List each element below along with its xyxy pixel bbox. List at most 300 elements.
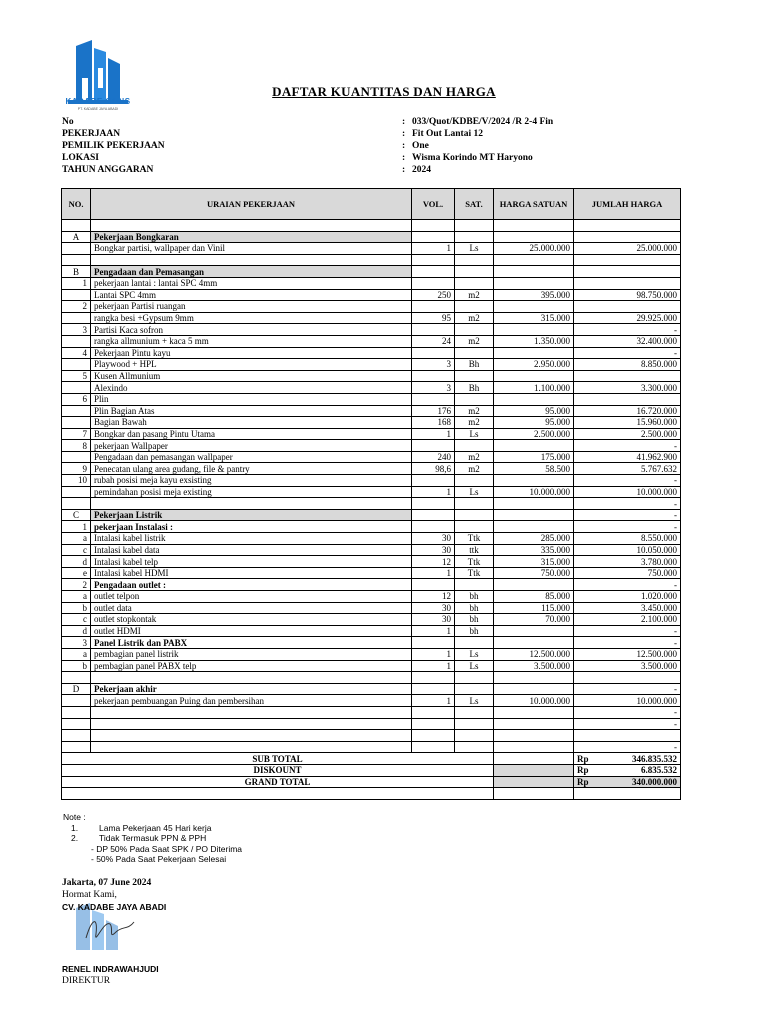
table-row — [62, 266, 681, 278]
cell-harga — [494, 741, 574, 753]
cell-harga: 2.950.000 — [494, 359, 574, 371]
cell-harga: 1.350.000 — [494, 335, 574, 347]
cell-sat — [455, 347, 494, 359]
total-amount: 346.835.532 — [632, 753, 677, 764]
total-currency: Rp — [577, 765, 589, 776]
col-sat: SAT. — [455, 189, 494, 220]
cell-no: b — [62, 660, 91, 672]
cell-no — [62, 335, 91, 347]
cell-sat: m2 — [455, 335, 494, 347]
table-row — [62, 440, 681, 452]
logo-subtext: PT. KADABE JAYA ABADI — [77, 107, 119, 111]
cell-no: a — [62, 533, 91, 545]
cell-harga: 750.000 — [494, 567, 574, 579]
cell-sat — [455, 637, 494, 649]
cell-harga: 395.000 — [494, 289, 574, 301]
cell-no: 2 — [62, 301, 91, 313]
cell-harga: 95.000 — [494, 417, 574, 429]
cell-uraian: Pekerjaan akhir — [91, 683, 412, 695]
cell-no — [62, 672, 91, 684]
total-label: GRAND TOTAL — [62, 776, 494, 788]
cell-sat: Ttk — [455, 533, 494, 545]
cell-harga — [494, 498, 574, 510]
table-row — [62, 544, 681, 556]
table-row — [62, 695, 681, 707]
cell-harga — [494, 706, 574, 718]
cell-sat — [455, 393, 494, 405]
cell-vol: 1 — [412, 695, 455, 707]
cell-uraian: Plin Bagian Atas — [91, 405, 412, 417]
cell-vol — [412, 393, 455, 405]
cell-vol: 240 — [412, 451, 455, 463]
table-row — [62, 602, 681, 614]
cell-vol: 30 — [412, 533, 455, 545]
cell-uraian: Intalasi kabel telp — [91, 556, 412, 568]
cell-no — [62, 718, 91, 730]
cell-uraian — [91, 706, 412, 718]
table-row — [62, 359, 681, 371]
cell-jumlah: 98.750.000 — [574, 289, 681, 301]
company-name: CV. KADABE JAYA ABADI — [62, 902, 167, 912]
table-row — [62, 254, 681, 266]
cell-jumlah: 32.400.000 — [574, 335, 681, 347]
cell-harga — [494, 277, 574, 289]
cell-uraian: Intalasi kabel HDMI — [91, 567, 412, 579]
cell-vol: 1 — [412, 567, 455, 579]
cell-harga: 2.500.000 — [494, 428, 574, 440]
cell-harga: 10.000.000 — [494, 486, 574, 498]
note-sub: - DP 50% Pada Saat SPK / PO Diterima — [91, 843, 243, 854]
cell-no — [62, 741, 91, 753]
table-row — [62, 277, 681, 289]
table-row — [62, 625, 681, 637]
table-row — [62, 591, 681, 603]
cell-jumlah: - — [574, 324, 681, 336]
signer-title: DIREKTUR — [62, 976, 111, 986]
cell-jumlah — [574, 393, 681, 405]
cell-vol — [412, 683, 455, 695]
meta-row — [62, 129, 553, 141]
cell-sat: m2 — [455, 289, 494, 301]
cell-vol: 3 — [412, 359, 455, 371]
cell-harga — [494, 475, 574, 487]
cell-empty — [62, 788, 494, 800]
cell-uraian: pekerjaan Instalasi : — [91, 521, 412, 533]
cell-vol: 24 — [412, 335, 455, 347]
cell-harga — [494, 509, 574, 521]
cell-uraian — [91, 254, 412, 266]
table-row — [62, 683, 681, 695]
table-row — [62, 567, 681, 579]
cell-no: 7 — [62, 428, 91, 440]
meta-value: Fit Out Lantai 12 — [412, 129, 483, 139]
cell-sat — [455, 324, 494, 336]
cell-vol — [412, 324, 455, 336]
total-label: DISKOUNT — [62, 764, 494, 776]
place-date: Jakarta, 07 June 2024 — [62, 878, 152, 888]
cell-uraian — [91, 718, 412, 730]
cell-vol: 250 — [412, 289, 455, 301]
table-row — [62, 706, 681, 718]
cell-jumlah: - — [574, 521, 681, 533]
cell-vol: 30 — [412, 602, 455, 614]
cell-uraian: Bongkar dan pasang Pintu Utama — [91, 428, 412, 440]
cell-harga: 115.000 — [494, 602, 574, 614]
cell-uraian: Bongkar partisi, wallpaper dan Vinil — [91, 243, 412, 255]
cell-no: 4 — [62, 347, 91, 359]
cell-jumlah — [574, 730, 681, 742]
cell-vol — [412, 440, 455, 452]
cell-sat: m2 — [455, 312, 494, 324]
cell-sat — [455, 370, 494, 382]
cell-sat: Ls — [455, 660, 494, 672]
cell-vol: 98,6 — [412, 463, 455, 475]
signature-block — [62, 877, 166, 987]
meta-key: TAHUN ANGGARAN — [62, 165, 154, 175]
cell-no: d — [62, 556, 91, 568]
table-row — [62, 672, 681, 684]
cell-harga: 85.000 — [494, 591, 574, 603]
cell-jumlah: 2.100.000 — [574, 614, 681, 626]
cell-sat: m2 — [455, 451, 494, 463]
cell-uraian: pembagian panel listrik — [91, 648, 412, 660]
cell-jumlah: 3.780.000 — [574, 556, 681, 568]
cell-no: D — [62, 683, 91, 695]
cell-uraian: rangka allmunium + kaca 5 mm — [91, 335, 412, 347]
cell-empty — [494, 788, 574, 800]
cell-harga: 175.000 — [494, 451, 574, 463]
cell-jumlah: 10.050.000 — [574, 544, 681, 556]
cell-vol: 176 — [412, 405, 455, 417]
cell-uraian: outlet HDMI — [91, 625, 412, 637]
cell-jumlah — [574, 254, 681, 266]
cell-jumlah: - — [574, 741, 681, 753]
cell-sat: Bh — [455, 382, 494, 394]
total-row — [62, 776, 681, 788]
cell-uraian: pekerjaan Wallpaper — [91, 440, 412, 452]
cell-jumlah: - — [574, 509, 681, 521]
cell-no — [62, 254, 91, 266]
cell-sat — [455, 231, 494, 243]
cell-vol — [412, 706, 455, 718]
table-row — [62, 405, 681, 417]
cell-harga — [494, 625, 574, 637]
cell-uraian: Bagian Bawah — [91, 417, 412, 429]
total-spacer — [494, 764, 574, 776]
total-row — [62, 753, 681, 765]
cell-harga — [494, 672, 574, 684]
cell-harga — [494, 347, 574, 359]
cell-vol — [412, 741, 455, 753]
cell-no: b — [62, 602, 91, 614]
cell-no: C — [62, 509, 91, 521]
cell-uraian: Pengadaan outlet : — [91, 579, 412, 591]
cell-no: 6 — [62, 393, 91, 405]
meta-colon: : — [402, 117, 406, 127]
cell-uraian — [91, 498, 412, 510]
cell-harga — [494, 730, 574, 742]
table-row — [62, 718, 681, 730]
cell-uraian: pembagian panel PABX telp — [91, 660, 412, 672]
cell-uraian: Plin — [91, 393, 412, 405]
cell-vol — [412, 266, 455, 278]
cell-jumlah: 3.500.000 — [574, 660, 681, 672]
cell-uraian: Panel Listrik dan PABX — [91, 637, 412, 649]
document-title: DAFTAR KUANTITAS DAN HARGA — [272, 84, 496, 99]
cell-jumlah: 25.000.000 — [574, 243, 681, 255]
table-row — [62, 660, 681, 672]
cell-no: c — [62, 614, 91, 626]
cell-vol: 12 — [412, 556, 455, 568]
cell-no: 1 — [62, 277, 91, 289]
cell-no — [62, 405, 91, 417]
meta-row — [62, 117, 553, 129]
cell-uraian: Pengadaan dan Pemasangan — [91, 266, 412, 278]
cell-uraian: rangka besi +Gypsum 9mm — [91, 312, 412, 324]
cell-sat: bh — [455, 602, 494, 614]
cell-jumlah: 12.500.000 — [574, 648, 681, 660]
cell-harga: 335.000 — [494, 544, 574, 556]
total-currency: Rp — [577, 753, 589, 764]
cell-no — [62, 359, 91, 371]
cell-jumlah: 41.962.900 — [574, 451, 681, 463]
cell-sat — [455, 579, 494, 591]
meta-key: No — [62, 117, 74, 127]
cell-sat — [455, 683, 494, 695]
cell-uraian: Pekerjaan Bongkaran — [91, 231, 412, 243]
cell-sat: bh — [455, 614, 494, 626]
table-row — [62, 556, 681, 568]
cell-no: A — [62, 231, 91, 243]
table-row — [62, 533, 681, 545]
cell-vol: 30 — [412, 544, 455, 556]
cell-uraian: pemindahan posisi meja existing — [91, 486, 412, 498]
total-row — [62, 764, 681, 776]
total-label: SUB TOTAL — [62, 753, 494, 765]
logo-text: KADABE CONS — [65, 97, 131, 106]
cell-uraian: outlet stopkontak — [91, 614, 412, 626]
cell-jumlah — [574, 266, 681, 278]
cell-jumlah: 15.960.000 — [574, 417, 681, 429]
table-row — [62, 347, 681, 359]
cell-no — [62, 498, 91, 510]
cell-sat: Bh — [455, 359, 494, 371]
table-row — [62, 382, 681, 394]
cell-sat — [455, 672, 494, 684]
cell-sat — [455, 730, 494, 742]
cell-no: 5 — [62, 370, 91, 382]
cell-sat — [455, 509, 494, 521]
table-row — [62, 741, 681, 753]
cell-sat: Ls — [455, 428, 494, 440]
meta-colon: : — [402, 165, 406, 175]
cell-sat — [455, 475, 494, 487]
cell-vol — [412, 370, 455, 382]
cell-vol — [412, 254, 455, 266]
cell-jumlah — [574, 220, 681, 232]
cell-harga: 1.100.000 — [494, 382, 574, 394]
meta-value: 033/Quot/KDBE/V/2024 /R 2-4 Fin — [412, 117, 554, 127]
cell-no — [62, 243, 91, 255]
cell-jumlah: 10.000.000 — [574, 695, 681, 707]
total-amount-cell — [574, 753, 681, 765]
cell-no — [62, 486, 91, 498]
cell-jumlah: - — [574, 637, 681, 649]
cell-harga — [494, 324, 574, 336]
table-row — [62, 451, 681, 463]
cell-uraian: pekerjaan lantai : lantai SPC 4mm — [91, 277, 412, 289]
table-row — [62, 370, 681, 382]
cell-harga — [494, 254, 574, 266]
cell-harga: 58.500 — [494, 463, 574, 475]
notes-title: Note : — [63, 812, 86, 822]
cell-uraian: Playwood + HPL — [91, 359, 412, 371]
cell-sat: bh — [455, 591, 494, 603]
meta-row — [62, 153, 553, 165]
cell-uraian: Lantai SPC 4mm — [91, 289, 412, 301]
cell-jumlah: 1.020.000 — [574, 591, 681, 603]
meta-colon: : — [402, 141, 406, 151]
cell-no: 2 — [62, 579, 91, 591]
cell-harga: 95.000 — [494, 405, 574, 417]
boq-table — [61, 188, 681, 800]
cell-uraian: outlet data — [91, 602, 412, 614]
total-amount: 6.835.532 — [641, 765, 677, 776]
cell-no — [62, 220, 91, 232]
cell-uraian: Pekerjaan Listrik — [91, 509, 412, 521]
cell-jumlah: - — [574, 347, 681, 359]
cell-vol — [412, 277, 455, 289]
cell-sat: Ls — [455, 486, 494, 498]
cell-sat — [455, 498, 494, 510]
cell-sat: m2 — [455, 463, 494, 475]
cell-vol — [412, 579, 455, 591]
cell-vol — [412, 672, 455, 684]
cell-no: 8 — [62, 440, 91, 452]
table-row — [62, 324, 681, 336]
table-row — [62, 521, 681, 533]
cell-jumlah: 8.850.000 — [574, 359, 681, 371]
cell-uraian: pekerjaan pembuangan Puing dan pembersihan — [91, 695, 412, 707]
table-row — [62, 220, 681, 232]
cell-jumlah: 10.000.000 — [574, 486, 681, 498]
cell-jumlah: 3.300.000 — [574, 382, 681, 394]
cell-harga — [494, 637, 574, 649]
cell-uraian: Pekerjaan Pintu kayu — [91, 347, 412, 359]
cell-uraian: Kusen Allmunium — [91, 370, 412, 382]
cell-harga — [494, 683, 574, 695]
cell-harga — [494, 231, 574, 243]
table-row — [62, 463, 681, 475]
cell-jumlah: 8.550.000 — [574, 533, 681, 545]
table-row — [62, 231, 681, 243]
cell-harga — [494, 301, 574, 313]
total-spacer — [494, 753, 574, 765]
cell-sat — [455, 706, 494, 718]
cell-no: d — [62, 625, 91, 637]
cell-sat — [455, 277, 494, 289]
meta-value: One — [412, 141, 429, 151]
cell-uraian: outlet telpon — [91, 591, 412, 603]
cell-jumlah — [574, 277, 681, 289]
notes — [63, 812, 242, 865]
cell-vol: 95 — [412, 312, 455, 324]
cell-vol: 12 — [412, 591, 455, 603]
cell-sat: m2 — [455, 405, 494, 417]
table-row — [62, 579, 681, 591]
cell-harga — [494, 521, 574, 533]
meta-row — [62, 141, 553, 153]
cell-uraian: Penecatan ulang area gudang, file & pantry — [91, 463, 412, 475]
cell-no: 1 — [62, 521, 91, 533]
meta-key: LOKASI — [62, 153, 99, 163]
cell-vol: 1 — [412, 660, 455, 672]
table-row — [62, 648, 681, 660]
cell-no: 3 — [62, 324, 91, 336]
table-row — [62, 335, 681, 347]
table-row — [62, 498, 681, 510]
cell-vol — [412, 498, 455, 510]
cell-empty — [574, 788, 681, 800]
cell-jumlah: - — [574, 718, 681, 730]
cell-jumlah: - — [574, 706, 681, 718]
meta-row — [62, 165, 553, 177]
cell-harga: 70.000 — [494, 614, 574, 626]
cell-jumlah: 16.720.000 — [574, 405, 681, 417]
cell-harga — [494, 440, 574, 452]
cell-no — [62, 730, 91, 742]
cell-jumlah — [574, 672, 681, 684]
cell-vol — [412, 301, 455, 313]
cell-sat: ttk — [455, 544, 494, 556]
cell-vol: 1 — [412, 428, 455, 440]
table-row — [62, 788, 681, 800]
table-row — [62, 509, 681, 521]
cell-jumlah — [574, 301, 681, 313]
cell-sat: bh — [455, 625, 494, 637]
note-sub: - 50% Pada Saat Pekerjaan Selesai — [91, 854, 227, 864]
meta-colon: : — [402, 129, 406, 139]
cell-uraian: rubah posisi meja kayu exsisting — [91, 475, 412, 487]
col-harga: HARGA SATUAN — [494, 189, 574, 220]
cell-no — [62, 289, 91, 301]
cell-jumlah: 5.767.632 — [574, 463, 681, 475]
total-amount: 340.000.000 — [632, 776, 677, 787]
cell-uraian — [91, 672, 412, 684]
cell-no: 9 — [62, 463, 91, 475]
cell-uraian: pekerjaan Partisi ruangan — [91, 301, 412, 313]
cell-no: c — [62, 544, 91, 556]
cell-sat: Ls — [455, 695, 494, 707]
cell-no — [62, 695, 91, 707]
cell-harga: 12.500.000 — [494, 648, 574, 660]
cell-jumlah: 2.500.000 — [574, 428, 681, 440]
cell-no: 10 — [62, 475, 91, 487]
cell-jumlah — [574, 231, 681, 243]
col-jumlah: JUMLAH HARGA — [574, 189, 681, 220]
cell-no: 3 — [62, 637, 91, 649]
cell-uraian — [91, 220, 412, 232]
total-spacer — [494, 776, 574, 788]
meta-colon: : — [402, 153, 406, 163]
cell-vol: 3 — [412, 382, 455, 394]
table-row — [62, 289, 681, 301]
table-row — [62, 393, 681, 405]
cell-jumlah — [574, 370, 681, 382]
meta-value: Wisma Korindo MT Haryono — [412, 153, 533, 163]
cell-uraian — [91, 741, 412, 753]
total-currency: Rp — [577, 776, 589, 787]
